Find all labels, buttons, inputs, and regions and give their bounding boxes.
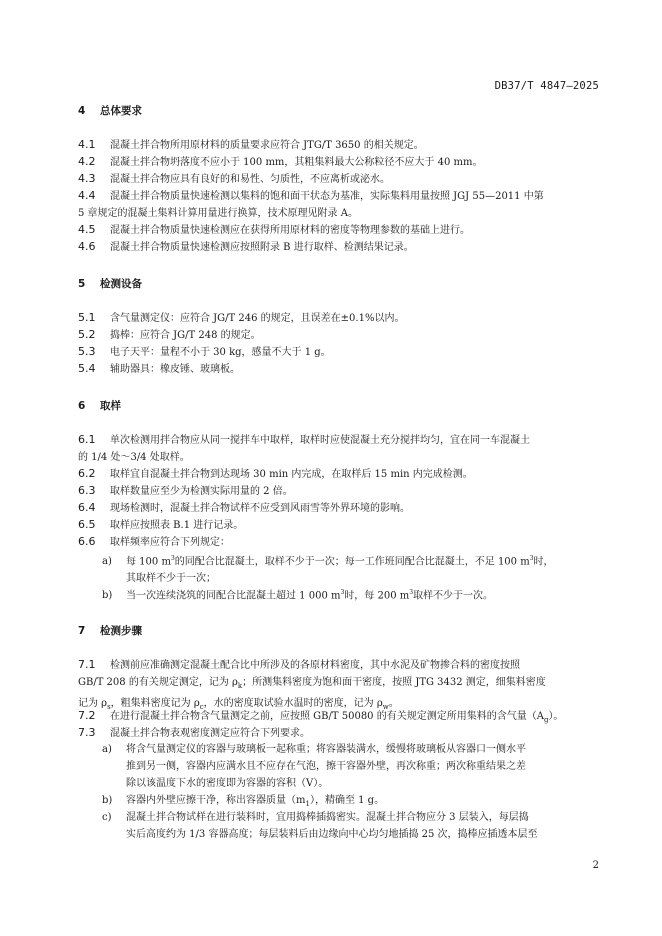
clause-6-5: 6.5 取样应按照表 B.1 进行记录。	[78, 518, 244, 531]
clause-4-6: 4.6 混凝土拌合物质量快速检测应按照附录 B 进行取样、检测结果记录。	[78, 240, 414, 253]
section-4-heading: 4 总体要求	[78, 105, 142, 117]
clause-6-2: 6.2 取样宜自混凝土拌合物到达现场 30 min 内完成，在取样后 15 min 内完成检测。	[78, 467, 473, 480]
list-item-7-3-c: c) 混凝土拌合物试样在进行装料时，宜用捣棒插捣密实。混凝土拌合物应分 3 层装入，每层捣 实后高度约为 1/3 容器高度；每层装料后由边缘向中心均匀地插捣 25 次，捣棒应插透本层至	[102, 812, 538, 840]
list-item-6-6-a: a) 每 100 $m^3$的同配合比混凝土，取样不少于一次；每一工作班同配合比混凝土，不足 100 $m^3$时， 其取样不少于一次；	[102, 555, 554, 585]
clause-4-1: 4.1 混凝土拌合物所用原材料的质量要求应符合 JTG/T 3650 的相关规定。	[78, 138, 424, 151]
list-item-6-6-b: b) 当一次连续浇筑的同配合比混凝土超过 1 000 $m^3$时，每 200 $m^3$取样不少于一次。	[102, 589, 494, 602]
clause-7-2: 7.2 在进行混凝土拌合物含气量测定之前，应按照 GB/T 50080 的有关规定测定所用集料的含气量$(A_g)$。	[78, 709, 564, 724]
clause-6-1: 6.1 单次检测用拌合物应从同一搅拌车中取样，取样时应使混凝土充分搅拌均匀，宜在同一车混凝土 的 1/4 处～3/4 处取样。	[78, 433, 530, 463]
section-7-heading: 7 检测步骤	[78, 625, 142, 637]
clause-4-3: 4.3 混凝土拌合物应具有良好的和易性、匀质性，不应离析或泌水。	[78, 172, 390, 185]
clause-6-6: 6.6 取样频率应符合下列规定：	[78, 535, 230, 548]
list-item-7-3-b: b) 容器内外壁应擦干净，称出容器质量$(m_1)$，精确至 1 g。	[102, 795, 385, 808]
section-6-heading: 6 取样	[78, 400, 121, 412]
clause-5-2: 5.2 捣棒：应符合 JG/T 248 的规定。	[78, 328, 261, 341]
clause-7-3: 7.3 混凝土拌合物表观密度测定应符合下列要求。	[78, 726, 310, 739]
document-code: DB37/T 4847—2025	[494, 80, 599, 92]
clause-5-3: 5.3 电子天平：量程不小于 30 kg，感量不大于 1 g。	[78, 345, 331, 358]
section-5-heading: 5 检测设备	[78, 278, 142, 290]
list-item-7-3-a: a) 将含气量测定仪的容器与玻璃板一起称重；将容器装满水，缓慢将玻璃板从容器口一侧水平 推到另一侧，容器内应满水且不应存在气泡，擦干容器外壁，再次称重；两次称重结果之差 除以该温度下水的密度即为容器的容积（V）。	[102, 744, 526, 789]
clause-4-5: 4.5 混凝土拌合物质量快速检测应在获得所用原材料的密度等物理参数的基础上进行。	[78, 223, 470, 236]
clause-6-3: 6.3 取样数量应至少为检测实际用量的 2 倍。	[78, 484, 293, 497]
clause-7-1: 7.1 检测前应准确测定混凝土配合比中所涉及的各原材料密度，其中水泥及矿物掺合料的密度按照 GB/T 208 的有关规定测定，记为 $\rho_k$；所测集料密度为饱和面干密度，按照 JTG 3432 测定，细集料密度 记为 $\rho_s$，粗集料密度记为 $\rho_c$，水的密度取试验水温时的密度，记为 $\rho_w$。	[78, 658, 546, 711]
page-number: 2	[592, 860, 599, 871]
clause-4-4: 4.4 混凝土拌合物质量快速检测以集料的饱和面干状态为基准，实际集料用量按照 JGJ 55—2011 中第 5 章规定的混凝土集料计算用量进行换算，技术原理见附录 A。	[78, 189, 544, 219]
clause-5-4: 5.4 辅助器具：橡皮锤、玻璃板。	[78, 362, 240, 375]
clause-6-4: 6.4 现场检测时，混凝土拌合物试样不应受到风雨雪等外界环境的影响。	[78, 501, 410, 514]
clause-4-2: 4.2 混凝土拌合物坍落度不应小于 100 mm，其粗集料最大公称粒径不应大于 40 mm。	[78, 155, 483, 168]
clause-5-1: 5.1 含气量测定仪：应符合 JG/T 246 的规定，且误差在±0.1%以内。	[78, 311, 405, 324]
